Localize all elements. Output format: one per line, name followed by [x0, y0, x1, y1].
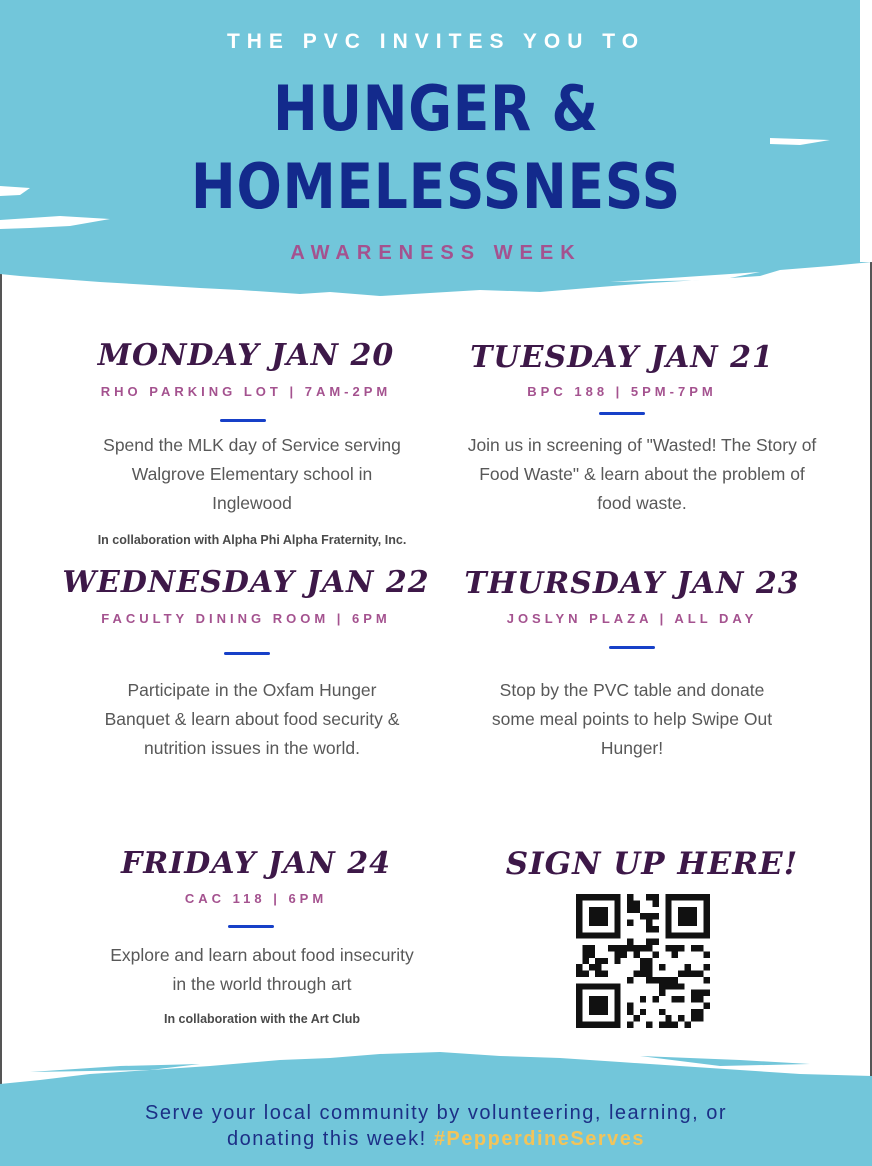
divider-dash: [224, 652, 270, 655]
footer-line-2: [0, 1126, 872, 1152]
event-thursday-description: [432, 676, 832, 763]
event-friday-location: CAC 118 | 6PM: [184, 891, 328, 906]
description-line: Hunger!: [600, 738, 664, 758]
hashtag-link[interactable]: #PepperdineServes: [433, 1128, 645, 1150]
event-monday-location: RHO PARKING LOT | 7AM-2PM: [100, 384, 392, 399]
divider-dash: [599, 412, 645, 415]
divider-dash: [609, 646, 655, 649]
description-line: Spend the MLK day of Service serving: [103, 435, 401, 455]
event-wednesday-day: WEDNESDAY JAN 22: [62, 565, 430, 600]
description-line: Walgrove Elementary school in: [131, 464, 373, 484]
description-line: Join us in screening of "Wasted! The Story of: [467, 435, 817, 455]
footer-line-1: Serve your local community by volunteering, learning, or: [144, 1102, 728, 1124]
description-line: Explore and learn about food insecurity: [110, 945, 414, 965]
kicker-text: THE PVC INVITES YOU TO: [226, 30, 646, 53]
event-wednesday-description: [52, 676, 452, 763]
event-friday-collaboration: In collaboration with the Art Club: [163, 1012, 361, 1026]
description-line: Stop by the PVC table and donate: [499, 680, 765, 700]
description-line: Banquet & learn about food security &: [104, 709, 400, 729]
event-thursday-location: JOSLYN PLAZA | ALL DAY: [506, 611, 758, 626]
signup-heading: SIGN UP HERE!: [505, 846, 799, 882]
description-line: some meal points to help Swipe Out: [491, 709, 773, 729]
description-line: nutrition issues in the world.: [144, 738, 360, 758]
description-line: Participate in the Oxfam Hunger: [127, 680, 377, 700]
event-monday-description: [52, 431, 452, 518]
footer-line-2-text: donating this week!: [227, 1128, 427, 1150]
divider-dash: [220, 419, 266, 422]
title-line-1: HUNGER &: [273, 72, 599, 145]
divider-dash: [228, 925, 274, 928]
footer-message: [0, 1100, 872, 1152]
event-wednesday-location: FACULTY DINING ROOM | 6PM: [101, 611, 391, 626]
event-friday-day: FRIDAY JAN 24: [120, 846, 391, 881]
description-line: in the world through art: [172, 974, 352, 994]
event-monday-collaboration: In collaboration with Alpha Phi Alpha Fraternity, Inc.: [97, 533, 407, 547]
event-thursday-day: THURSDAY JAN 23: [464, 566, 800, 601]
subtitle-text: AWARENESS WEEK: [290, 242, 582, 264]
description-line: food waste.: [597, 493, 687, 513]
qr-code-icon[interactable]: [576, 894, 710, 1028]
title-line-2: HOMELESSNESS: [190, 150, 682, 223]
description-line: Inglewood: [212, 493, 292, 513]
event-friday-description: [52, 941, 472, 999]
event-tuesday-day: TUESDAY JAN 21: [470, 340, 774, 375]
description-line: Food Waste" & learn about the problem of: [479, 464, 805, 484]
event-tuesday-location: BPC 188 | 5PM-7PM: [527, 384, 717, 399]
event-monday-day: MONDAY JAN 20: [97, 338, 395, 373]
event-tuesday-description: [442, 431, 842, 518]
